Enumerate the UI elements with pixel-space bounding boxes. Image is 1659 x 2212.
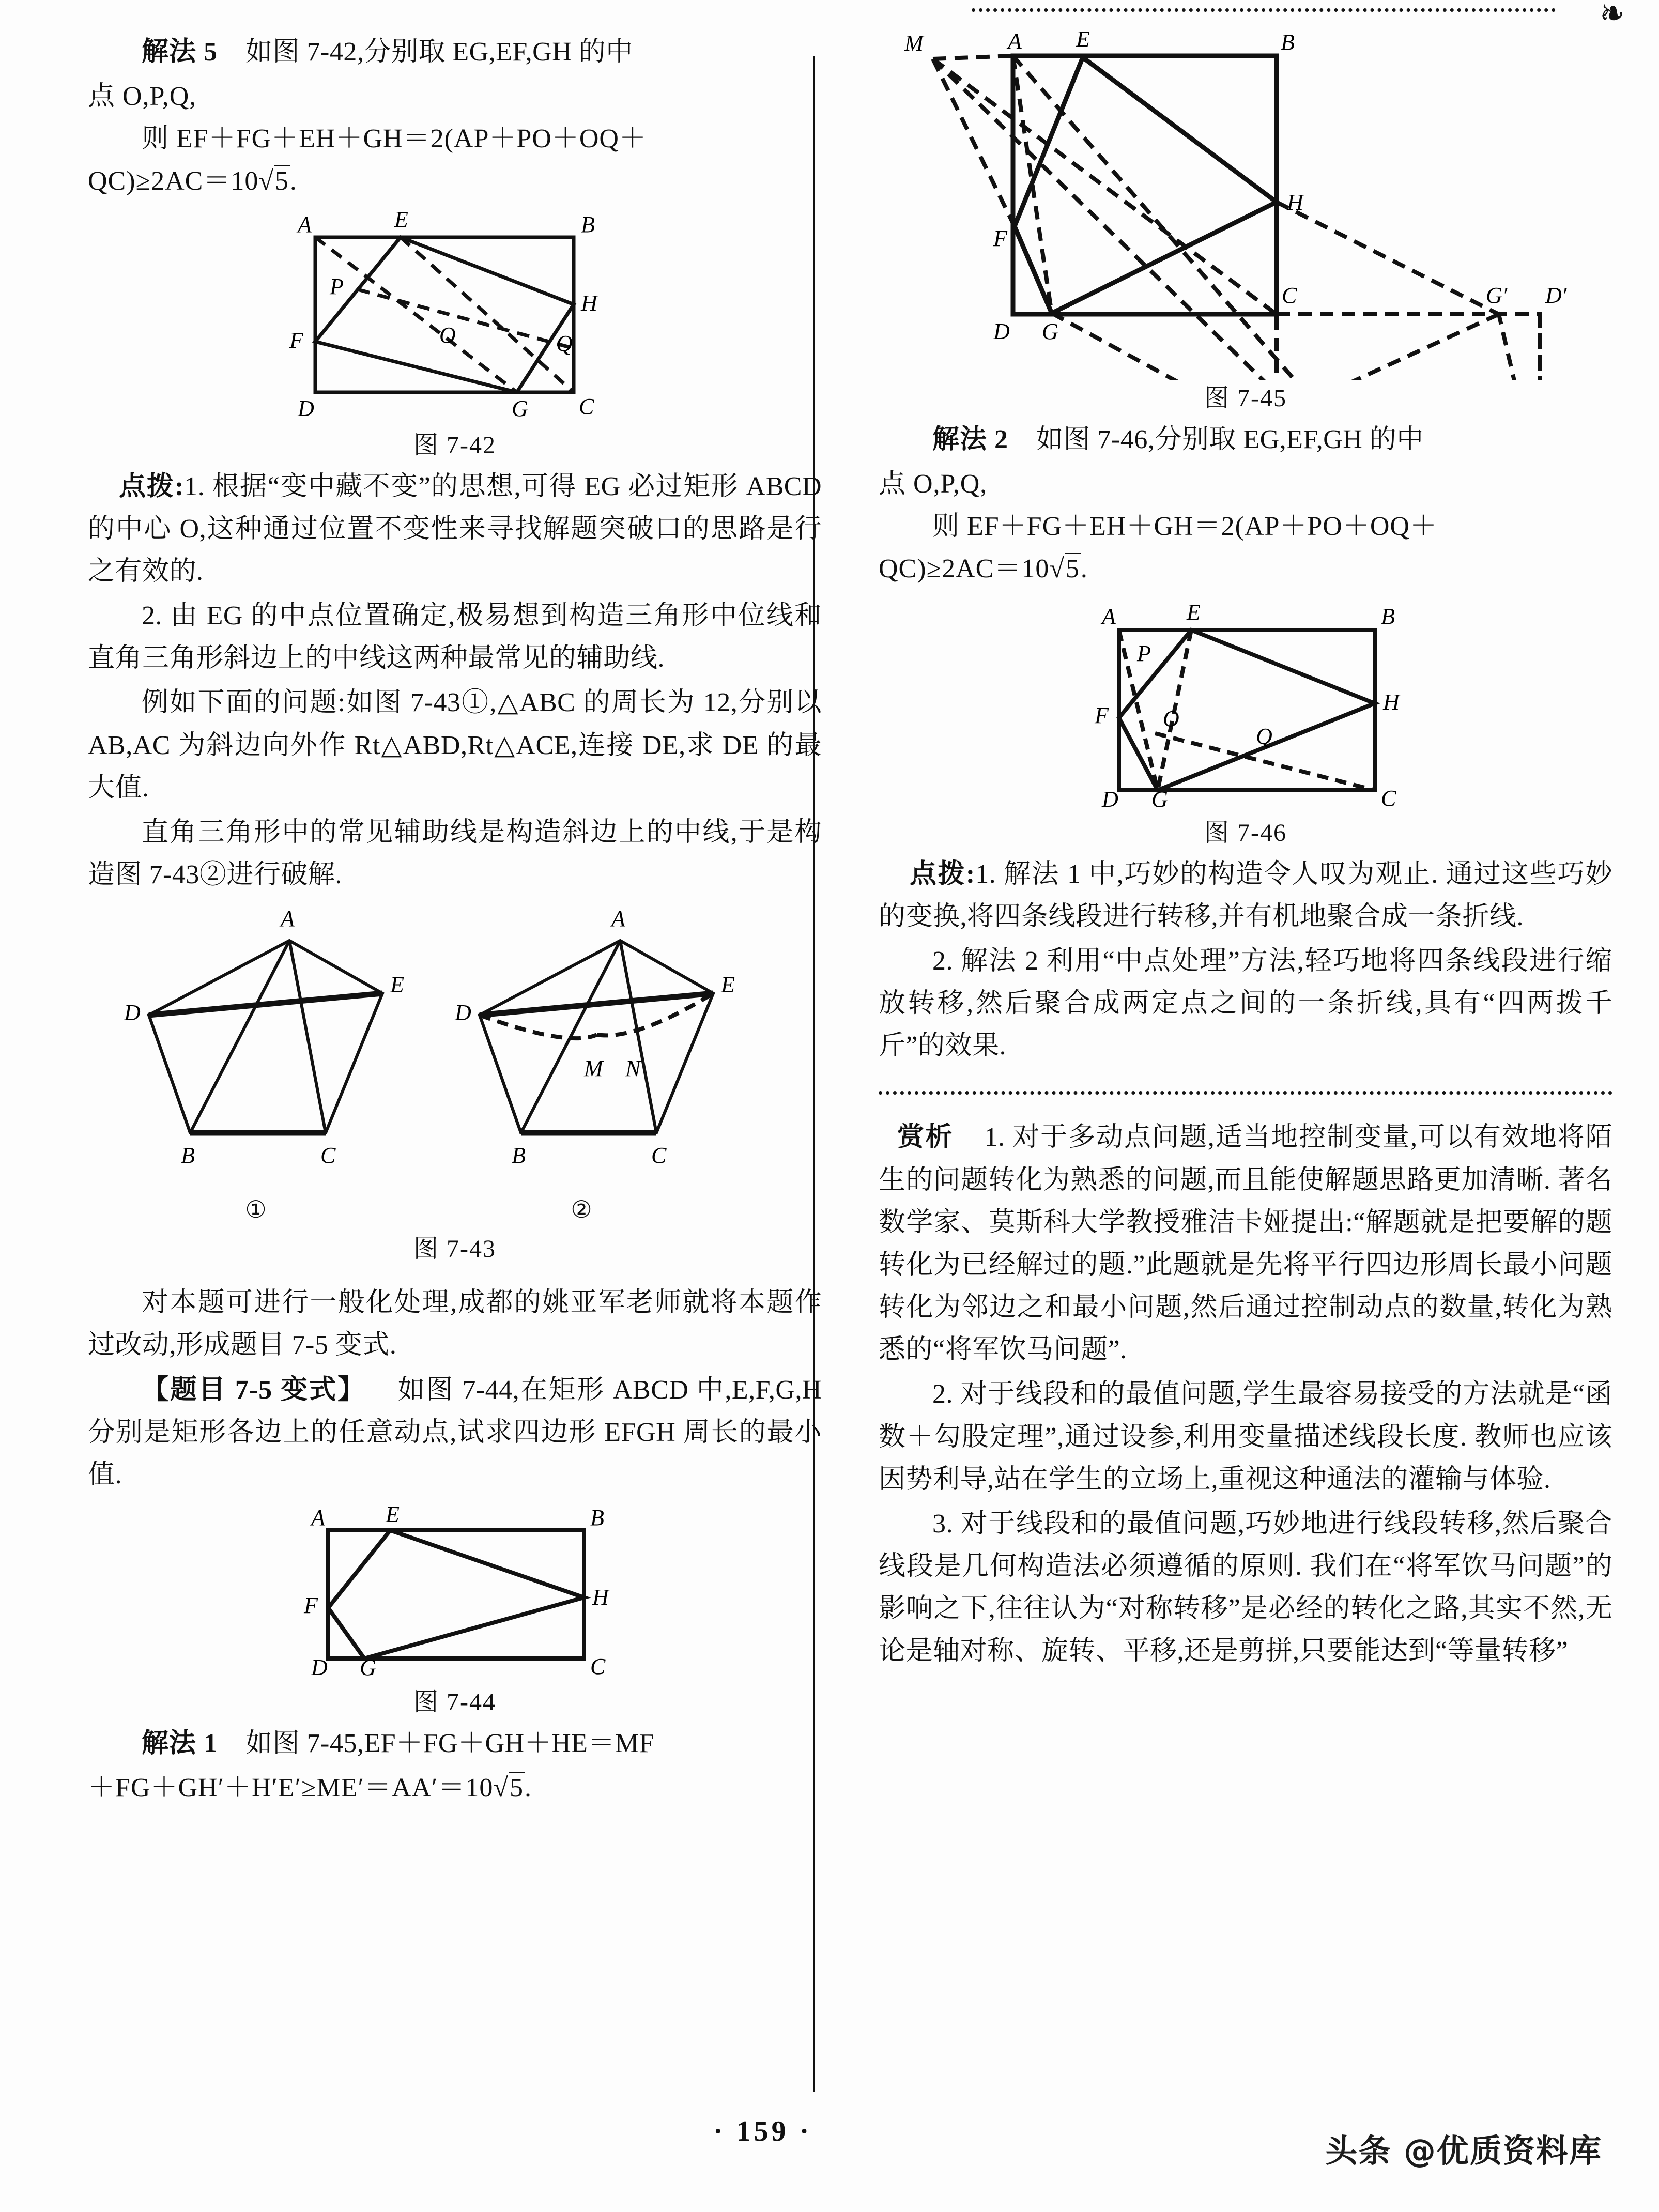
label-C-2: C [651, 1143, 667, 1169]
label-A: A [311, 1505, 325, 1530]
figure-7-42-caption: 图 7-42 [413, 431, 496, 459]
sqrt-radicand: 5 [274, 166, 289, 196]
generalization-paragraph: 对本题可进行一般化处理,成都的姚亚军老师就将本题作过改动,形成题目 7-5 变式. [88, 1288, 822, 1360]
solution-5-line3: 则 EF＋FG＋EH＋GH＝2(AP＋PO＋OQ＋ [142, 124, 647, 154]
label-F: F [304, 1592, 318, 1618]
label-B-1: B [181, 1143, 195, 1169]
label-A: A [1102, 603, 1116, 629]
label-A-1: A [281, 906, 295, 932]
solution-1-line2 [88, 1767, 822, 1809]
label-G: G [512, 395, 528, 419]
label-E: E [386, 1505, 400, 1527]
solution-1-line1: 如图 7-45,EF＋FG＋GH＋HE＝MF [245, 1728, 655, 1758]
solution-1-heading-paragraph [88, 1723, 822, 1765]
solution-2-line4-post: . [1080, 554, 1088, 584]
label-G-prime: G′ [1486, 283, 1508, 308]
corner-flourish-icon: ❧ [1600, 0, 1624, 37]
label-D-2: D [455, 1000, 471, 1026]
label-H: H [1383, 689, 1400, 715]
label-G: G [360, 1654, 376, 1676]
sqrt-symbol: √5 [493, 1773, 524, 1803]
label-A: A [298, 212, 312, 237]
label-E-2: E [721, 972, 735, 998]
figure-7-45-caption: 图 7-45 [1204, 385, 1287, 412]
tips-item-2: 2. 由 EG 的中点位置确定,极易想到构造三角形中位线和直角三角形斜边上的中线这两种最常见的辅助线. [88, 601, 822, 673]
right-column [879, 0, 1612, 1675]
solution-5-line4 [88, 160, 822, 203]
tips-lead: 点拨: [119, 471, 185, 501]
section-dotted-separator [879, 1091, 1612, 1099]
figure-7-43-sub2-label: ② [571, 1196, 592, 1223]
sqrt-symbol: √5 [1049, 554, 1080, 584]
solution-5-line2: 点 O,P,Q, [88, 82, 197, 112]
figure-7-46-caption: 图 7-46 [1204, 819, 1287, 847]
label-O: O [439, 322, 456, 348]
tips-lead-right: 点拨: [910, 859, 976, 889]
figure-7-43-caption: 图 7-43 [413, 1235, 496, 1263]
label-H: H [592, 1584, 609, 1610]
tips-item-3: 例如下面的问题:如图 7-43①,△ABC 的周长为 12,分别以 AB,AC 为斜边向外作 Rt△ABD,Rt△ACE,连接 DE,求 DE 的最大值. [88, 688, 822, 803]
label-B: B [1281, 29, 1295, 55]
solution-2-line4-pre: QC)≥2AC＝10 [879, 554, 1050, 584]
page-number: · 159 · [713, 2115, 812, 2147]
label-E-1: E [390, 972, 404, 998]
solution-1-line2-post: . [524, 1773, 532, 1803]
solution-2-line2: 点 O,P,Q, [879, 469, 988, 499]
solution-1-line2-pre: ＋FG＋GH′＋H′E′≥ME′＝AA′＝10 [88, 1773, 494, 1803]
label-C: C [1381, 785, 1396, 807]
label-B: B [581, 212, 595, 237]
tips-item-1: 1. 根据“变中藏不变”的思想,可得 EG 必过矩形 ABCD 的中心 O,这种通过位置不变性来寻找解题突破口的思路是行之有效的. [88, 471, 822, 586]
label-D: D [993, 319, 1010, 344]
tips-item-1-paragraph-right [879, 853, 1612, 938]
solution-2-line1: 如图 7-46,分别取 EG,EF,GH 的中 [1036, 425, 1424, 454]
figure-7-42 [88, 212, 822, 460]
label-N: N [625, 1056, 641, 1082]
label-G: G [1151, 786, 1168, 807]
label-B: B [1381, 603, 1395, 629]
label-C-1: C [320, 1143, 336, 1169]
tips-item-1-right: 1. 解法 1 中,巧妙的构造令人叹为观止. 通过这些巧妙的变换,将四条线段进行转移,并有机地聚合成一条折线. [879, 859, 1612, 931]
label-E: E [1187, 600, 1201, 625]
label-D: D [1102, 786, 1118, 807]
label-C: C [579, 393, 594, 419]
figure-7-43-sub1-label: ① [245, 1196, 267, 1223]
label-P: P [1137, 640, 1151, 666]
solution-2-heading-paragraph [879, 419, 1612, 461]
figure-7-46-drawing [1065, 600, 1426, 807]
solution-5-heading-paragraph [88, 31, 822, 73]
sqrt-radicand: 5 [1065, 554, 1080, 584]
figure-7-45 [879, 24, 1612, 413]
label-B: B [590, 1505, 604, 1530]
figure-7-44 [88, 1506, 822, 1717]
label-D-prime: D′ [1545, 283, 1567, 308]
watermark: 头条 @优质资料库 [1325, 2132, 1602, 2170]
sqrt-radicand: 5 [509, 1773, 524, 1803]
variant-lead: 【题目 7-5 变式】 [142, 1375, 366, 1405]
label-E: E [1076, 26, 1090, 52]
sqrt-symbol: √5 [258, 166, 289, 196]
appreciation-item-2: 2. 对于线段和的最值问题,学生最容易接受的方法就是“函数＋勾股定理”,通过设参,利用变量描述线段长度. 教师也应该因势利导,站在学生的立场上,重视这种通法的灌输与体验. [879, 1379, 1612, 1494]
appreciation-lead: 赏析 [897, 1123, 954, 1153]
label-A: A [1008, 28, 1022, 54]
label-F: F [993, 226, 1007, 251]
label-O: O [1163, 705, 1179, 731]
label-H: H [581, 290, 597, 316]
label-F: F [289, 327, 303, 353]
label-M: M [904, 30, 924, 56]
label-Q: Q [1256, 723, 1272, 749]
solution-2-line4 [879, 548, 1612, 590]
solution-1-lead: 解法 1 [142, 1728, 218, 1758]
label-G: G [1042, 319, 1058, 344]
appreciation-item-1: 1. 对于多动点问题,适当地控制变量,可以有效地将陌生的问题转化为熟悉的问题,而且能使解题思路更加清晰. 著名数学家、莫斯科大学教授雅洁卡娅提出:“解题就是把要解的题转化为已经解过的题.”此题就是先将平行四边形周长最小问题转化为邻边之和最小问题,然后通过控制动点的数量,转化为熟悉的“将军饮马问题”. [879, 1123, 1612, 1365]
label-D-1: D [124, 1000, 141, 1026]
label-C: C [1282, 283, 1297, 308]
figure-7-43-drawing [109, 905, 801, 1195]
appreciation-item-1-paragraph [879, 1116, 1612, 1371]
left-column [88, 0, 822, 1809]
figure-7-43 [88, 905, 822, 1264]
label-D: D [311, 1654, 328, 1676]
figure-7-44-caption: 图 7-44 [413, 1688, 496, 1716]
label-B-2: B [512, 1143, 526, 1169]
label-C: C [590, 1653, 606, 1676]
solution-5-line4-pre: QC)≥2AC＝10 [88, 166, 259, 196]
figure-7-45-drawing [884, 24, 1607, 380]
label-A-2: A [611, 906, 625, 932]
solution-2-line3: 则 EF＋FG＋EH＋GH＝2(AP＋PO＋OQ＋ [932, 512, 1437, 542]
variant-body: 如图 7-44,在矩形 ABCD 中,E,F,G,H 分别是矩形各边上的任意动点,试求四边形 EFGH 周长的最小值. [88, 1375, 822, 1489]
solution-5-line4-post: . [289, 166, 297, 196]
tips-item-2-right: 2. 解法 2 利用“中点处理”方法,轻巧地将四条线段进行缩放转移,然后聚合成两定点之间的一条折线,具有“四两拨千斤”的效果. [879, 946, 1612, 1061]
tips-item-4: 直角三角形中的常见辅助线是构造斜边上的中线,于是构造图 7-43②进行破解. [88, 817, 822, 890]
label-P: P [330, 273, 344, 299]
figure-7-42-drawing [269, 212, 641, 419]
appreciation-item-3: 3. 对于线段和的最值问题,巧妙地进行线段转移,然后聚合线段是几何构造法必须遵循的原则. 我们在“将军饮马问题”的影响之下,往往认为“对称转移”是必经的转化之路,其实不然,无论是轴对称、旋转、平移,还是剪拼,只要能达到“等量转移” [879, 1509, 1612, 1666]
solution-5-lead: 解法 5 [142, 37, 218, 67]
label-Q: Q [556, 330, 573, 356]
label-D: D [298, 395, 314, 419]
variant-paragraph [88, 1369, 822, 1496]
label-H: H [1287, 190, 1303, 215]
label-E: E [394, 212, 408, 232]
solution-2-lead: 解法 2 [932, 425, 1009, 454]
tips-item-1-paragraph [88, 466, 822, 593]
figure-7-44-drawing [274, 1506, 636, 1676]
label-F: F [1095, 702, 1109, 728]
figure-7-46 [879, 600, 1612, 848]
label-M: M [584, 1056, 603, 1082]
solution-5-line1: 如图 7-42,分别取 EG,EF,GH 的中 [245, 37, 633, 67]
